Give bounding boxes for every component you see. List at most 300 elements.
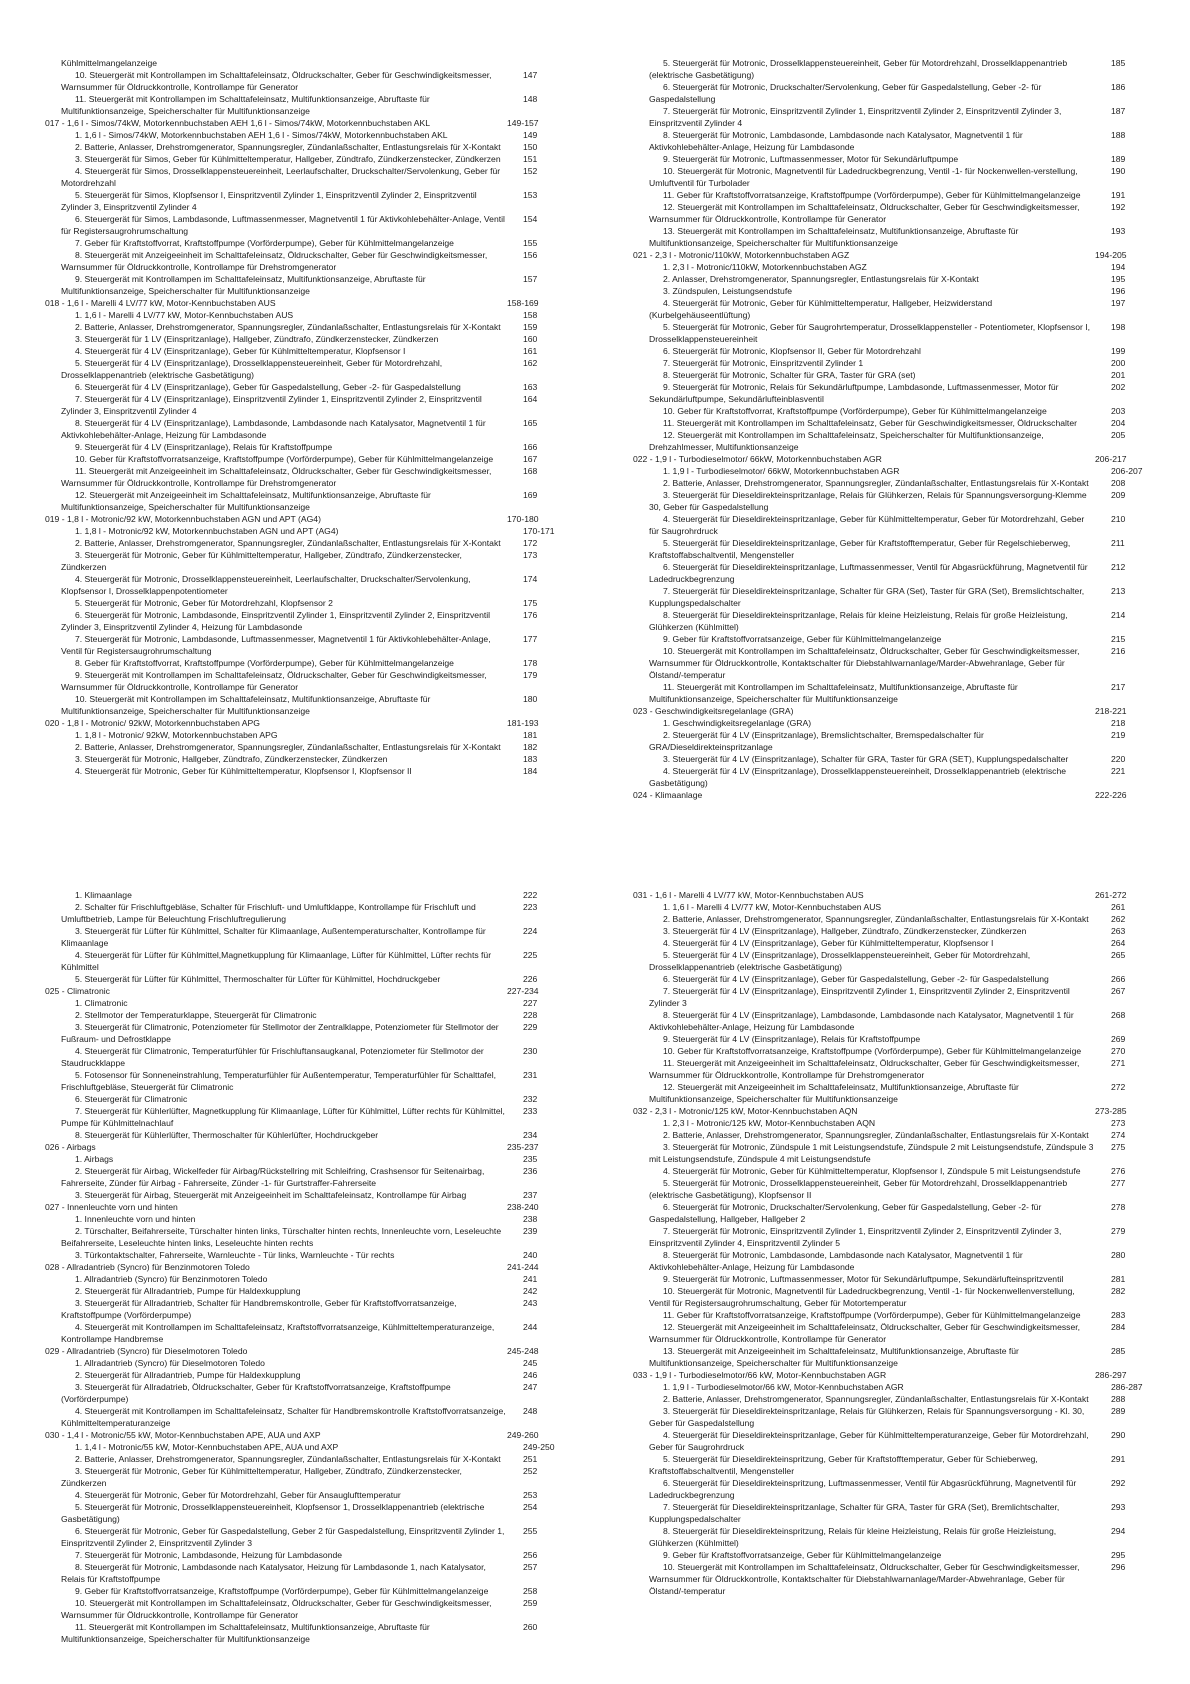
index-entry	[45, 153, 585, 165]
index-entry	[45, 465, 585, 489]
entry-text: 4. Steuergerät für 4 LV (Einspritzanlage), Geber für Kühlmitteltemperatur, Klopfsensor I	[663, 938, 994, 948]
entry-text: 11. Steuergerät mit Kontrollampen im Schalttafeleinsatz, Multifunktionsanzeige, Abruftaste für Multifunktionsanzeige, Speicherschalter für Multifunktionsanzeige	[649, 682, 1018, 704]
entry-text: 1. 1,9 l - Turbodieselmotor/ 66kW, Motorkennbuchstaben AGR	[663, 466, 900, 476]
entry-page-number: 177	[523, 634, 538, 644]
index-entry	[45, 597, 585, 609]
entry-page-number: 170-171	[523, 526, 555, 536]
index-entry	[633, 645, 1173, 681]
entry-page-number: 164	[523, 394, 538, 404]
entry-page-number: 257	[523, 1562, 538, 1572]
index-entry	[45, 489, 585, 513]
index-entry	[45, 129, 585, 141]
entry-page-number: 192	[1111, 202, 1126, 212]
entry-page-number: 183	[523, 754, 538, 764]
entry-text: 10. Geber für Kraftstoffvorratsanzeige, Kraftstoffpumpe (Vorförderpumpe), Geber für Kühlmittelmangelanzeige	[75, 454, 494, 464]
entry-text: 4. Steuergerät für Motronic, Geber für Kühlmitteltemperatur, Klopfsensor I, Zündspule 5 mit Leistungsendstufe	[663, 1166, 1081, 1176]
entry-page-number: 156	[523, 250, 538, 260]
index-page-1	[45, 57, 1173, 801]
entry-page-number: 222	[523, 890, 538, 900]
entry-text: 9. Steuergerät für Motronic, Luftmassenmesser, Motor für Sekundärluftpumpe	[663, 154, 959, 164]
entry-page-number: 269	[1111, 1034, 1126, 1044]
entry-text: 6. Steuergerät für Motronic, Druckschalter/Servolenkung, Geber für Gaspedalstellung, Geber -2- für Gaspedalstellung	[649, 82, 1042, 104]
entry-page-number: 291	[1111, 1454, 1126, 1464]
entry-page-number: 148	[523, 94, 538, 104]
entry-page-number: 248	[523, 1406, 538, 1416]
entry-text: 6. Steuergerät für 4 LV (Einspritzanlage), Geber für Gaspedalstellung, Geber -2- für Gaspedalstellung	[75, 382, 461, 392]
entry-page-number: 204	[1111, 418, 1126, 428]
entry-text: 4. Steuergerät für Simos, Drosselklappensteuereinheit, Leerlaufschalter, Druckschalter/Servolenkung, Geber für Motordrehzahl	[61, 166, 501, 188]
index-entry	[633, 1321, 1173, 1345]
entry-page-number: 174	[523, 574, 538, 584]
entry-page-number: 202	[1111, 382, 1126, 392]
entry-text: 2. Türschalter, Beifahrerseite, Türschalter hinten links, Türschalter hinten rechts, Innenleuchte vorn, Leseleuchte Beifahrerseite, Leseleuchte hinten links, Leseleuchte hinten rechts	[61, 1226, 502, 1248]
index-entry	[45, 549, 585, 573]
entry-text: 1. 1,8 l - Motronic/ 92kW, Motorkennbuchstaben APG	[75, 730, 278, 740]
entry-page-number: 241	[523, 1274, 538, 1284]
entry-page-number: 157	[523, 274, 538, 284]
entry-text: 4. Steuergerät für Climatronic, Temperaturfühler für Frischluftansaugkanal, Potenziometer für Stellmotor der Staudruckklappe	[61, 1046, 484, 1068]
entry-page-number: 158	[523, 310, 538, 320]
index-entry	[45, 1165, 585, 1189]
entry-page-number: 263	[1111, 926, 1126, 936]
entry-text: 13. Steuergerät mit Anzeigeeinheit im Schalttafeleinsatz, Multifunktionsanzeige, Abruftaste für Multifunktionsanzeige, Speicherschalter für Multifunktionsanzeige	[649, 1346, 1019, 1368]
index-entry	[633, 1045, 1173, 1057]
entry-text: 1. 1,6 l - Marelli 4 LV/77 kW, Motor-Kennbuchstaben AUS	[663, 902, 882, 912]
entry-page-number: 218-221	[1095, 706, 1127, 716]
index-entry	[45, 345, 585, 357]
index-entry	[633, 729, 1173, 753]
entry-text: 5. Fotosensor für Sonneneinstrahlung, Temperaturfühler für Außentemperatur, Temperaturfühler für Schalttafel, Frischluftgebläse, Steuergerät für Climatronic	[61, 1070, 497, 1092]
entry-text: Kühlmittelmangelanzeige	[61, 58, 158, 68]
entry-page-number: 279	[1111, 1226, 1126, 1236]
entry-text: 2. Batterie, Anlasser, Drehstromgenerator, Spannungsregler, Zündanlaßschalter, Entlastungsrelais für X-Kontakt	[75, 1454, 501, 1464]
entry-text: 017 - 1,6 l - Simos/74kW, Motorkennbuchstaben AEH 1,6 l - Simos/74kW, Motorkennbuchstaben AKL	[45, 118, 431, 128]
index-entry	[45, 1489, 585, 1501]
entry-text: 8. Steuergerät für Motronic, Schalter für GRA, Taster für GRA (set)	[663, 370, 916, 380]
section-header-entry	[633, 705, 1173, 717]
index-entry	[633, 717, 1173, 729]
entry-text: 9. Steuergerät für Motronic, Luftmassenmesser, Motor für Sekundärluftpumpe, Sekundärlufteinspritzventil	[663, 1274, 1064, 1284]
entry-text: 5. Steuergerät für Motronic, Drosselklappensteuereinheit, Geber für Motordrehzahl, Drosselklappenantrieb (elektrische Gasbetätigung)	[649, 58, 1068, 80]
entry-page-number: 206-207	[1111, 466, 1143, 476]
index-entry	[633, 1225, 1173, 1249]
index-entry	[633, 633, 1173, 645]
entry-text: 2. Batterie, Anlasser, Drehstromgenerator, Spannungsregler, Zündanlaßschalter, Entlastungsrelais für X-Kontakt	[75, 142, 501, 152]
index-entry	[45, 1453, 585, 1465]
index-column	[633, 57, 1173, 801]
entry-text: 10. Steuergerät mit Kontrollampen im Schalttafeleinsatz, Öldruckschalter, Geber für Geschwindigkeitsmesser, Warnsummer für Öldruckkontrolle, Kontaktschalter für Diebstahlwarnanlage/Marder-Abwehranlage, Geber für Ölstand/-temperatur	[649, 1562, 1080, 1596]
entry-page-number: 272	[1111, 1082, 1126, 1092]
entry-page-number: 244	[523, 1322, 538, 1332]
index-page-2	[45, 889, 1173, 1645]
entry-text: 021 - 2,3 l - Motronic/110kW, Motorkennbuchstaben AGZ	[633, 250, 850, 260]
entry-page-number: 276	[1111, 1166, 1126, 1176]
entry-page-number: 283	[1111, 1310, 1126, 1320]
entry-text: 4. Steuergerät für Motronic, Geber für Kühlmitteltemperatur, Klopfsensor I, Klopfsensor II	[75, 766, 412, 776]
entry-text: 2. Batterie, Anlasser, Drehstromgenerator, Spannungsregler, Zündanlaßschalter, Entlastungsrelais für X-Kontakt	[663, 1130, 1089, 1140]
entry-page-number: 271	[1111, 1058, 1126, 1068]
index-entry	[45, 901, 585, 925]
entry-page-number: 252	[523, 1466, 538, 1476]
entry-text: 7. Steuergerät für Motronic, Einspritzventil Zylinder 1	[663, 358, 864, 368]
index-entry	[45, 453, 585, 465]
entry-page-number: 196	[1111, 286, 1126, 296]
index-entry	[633, 1477, 1173, 1501]
entry-text: 8. Steuergerät für Kühlerlüfter, Thermoschalter für Kühlerlüfter, Hochdruckgeber	[75, 1130, 379, 1140]
entry-page-number: 215	[1111, 634, 1126, 644]
entry-page-number: 176	[523, 610, 538, 620]
section-header-entry	[633, 249, 1173, 261]
index-entry	[633, 913, 1173, 925]
entry-page-number: 181	[523, 730, 538, 740]
entry-page-number: 184	[523, 766, 538, 776]
entry-text: 4. Steuergerät für Lüfter für Kühlmittel,Magnetkupplung für Klimaanlage, Lüfter für Kühlmittel, Lüfter rechts für Kühlmittel	[61, 950, 492, 972]
index-entry	[45, 693, 585, 717]
entry-page-number: 251	[523, 1454, 538, 1464]
entry-page-number: 206-217	[1095, 454, 1127, 464]
index-entry	[633, 1165, 1173, 1177]
entry-text: 3. Steuergerät für Lüfter für Kühlmittel, Schalter für Klimaanlage, Außentemperaturschalter, Kontrollampe für Klimaanlage	[61, 926, 486, 948]
entry-text: 030 - 1,4 l - Motronic/55 kW, Motor-Kennbuchstaben APE, AUA und AXP	[45, 1430, 321, 1440]
entry-page-number: 255	[523, 1526, 538, 1536]
entry-text: 1. 1,9 l - Turbodieselmotor/66 kW, Motor-Kennbuchstaben AGR	[663, 1382, 904, 1392]
index-entry	[45, 1525, 585, 1549]
entry-page-number: 289	[1111, 1406, 1126, 1416]
entry-page-number: 185	[1111, 58, 1126, 68]
entry-text: 8. Steuergerät für Motronic, Lambdasonde nach Katalysator, Heizung für Lambdasonde 1, nach Katalysator, Relais für Kraftstoffpumpe	[61, 1562, 486, 1584]
entry-text: 5. Steuergerät für Lüfter für Kühlmittel, Thermoschalter für Lüfter für Kühlmittel, Hochdruckgeber	[75, 974, 441, 984]
entry-page-number: 227-234	[507, 986, 539, 996]
entry-page-number: 180	[523, 694, 538, 704]
index-entry	[45, 1069, 585, 1093]
index-entry	[45, 309, 585, 321]
index-entry	[45, 669, 585, 693]
entry-text: 4. Steuergerät für 4 LV (Einspritzanlage), Geber für Kühlmitteltemperatur, Klopfsensor I	[75, 346, 406, 356]
entry-text: 2. Steuergerät für Allradantrieb, Pumpe für Haldexkupplung	[75, 1370, 301, 1380]
entry-page-number: 293	[1111, 1502, 1126, 1512]
index-entry	[45, 1285, 585, 1297]
entry-page-number: 200	[1111, 358, 1126, 368]
entry-page-number: 189	[1111, 154, 1126, 164]
index-entry	[45, 1321, 585, 1345]
index-entry	[633, 1501, 1173, 1525]
entry-page-number: 203	[1111, 406, 1126, 416]
entry-text: 025 - Climatronic	[45, 986, 110, 996]
index-column	[45, 889, 585, 1645]
entry-text: 3. Steuergerät für Dieseldirekteinspritzanlage, Relais für Glühkerzen, Relais für Spannungsversorgung - Kl. 30, Geber für Gaspedalstellung	[649, 1406, 1085, 1428]
index-column	[633, 889, 1173, 1645]
entry-page-number: 235	[523, 1154, 538, 1164]
entry-text: 11. Geber für Kraftstoffvorratsanzeige, Kraftstoffpumpe (Vorförderpumpe), Geber für Kühlmittelmangelanzeige	[663, 190, 1081, 200]
entry-page-number: 273	[1111, 1118, 1126, 1128]
section-header-entry	[45, 1345, 585, 1357]
entry-page-number: 241-244	[507, 1262, 539, 1272]
entry-page-number: 182	[523, 742, 538, 752]
entry-page-number: 253	[523, 1490, 538, 1500]
index-entry	[633, 1273, 1173, 1285]
entry-text: 3. Türkontaktschalter, Fahrerseite, Warnleuchte - Tür links, Warnleuchte - Tür rechts	[75, 1250, 395, 1260]
index-entry	[633, 753, 1173, 765]
entry-page-number: 296	[1111, 1562, 1126, 1572]
index-entry	[45, 889, 585, 901]
index-entry	[633, 1561, 1173, 1597]
entry-page-number: 208	[1111, 478, 1126, 488]
entry-text: 020 - 1,8 l - Motronic/ 92kW, Motorkennbuchstaben APG	[45, 718, 260, 728]
index-entry	[633, 609, 1173, 633]
entry-page-number: 149	[523, 130, 538, 140]
index-entry	[633, 345, 1173, 357]
entry-page-number: 169	[523, 490, 538, 500]
entry-page-number: 232	[523, 1094, 538, 1104]
section-header-entry	[45, 717, 585, 729]
entry-text: 019 - 1,8 l - Motronic/92 kW, Motorkennbuchstaben AGN und APT (AG4)	[45, 514, 321, 524]
index-entry	[45, 1561, 585, 1585]
entry-text: 9. Steuergerät für 4 LV (Einspritzanlage), Relais für Kraftstoffpumpe	[663, 1034, 921, 1044]
entry-page-number: 290	[1111, 1430, 1126, 1440]
entry-page-number: 270	[1111, 1046, 1126, 1056]
entry-text: 6. Steuergerät für Motronic, Lambdasonde, Einspritzventil Zylinder 1, Einspritzventil Zylinder 2, Einspritzventil Zylinder 3, Einspritzventil Zylinder 4, Heizung für Lambdasonde	[61, 610, 491, 632]
index-entry	[45, 1093, 585, 1105]
entry-page-number: 285	[1111, 1346, 1126, 1356]
entry-page-number: 265	[1111, 950, 1126, 960]
continuation-line	[45, 57, 585, 69]
entry-text: 10. Steuergerät für Motronic, Magnetventil für Ladedruckbegrenzung, Ventil -1- für Nockenwellen-verstellung, Umluftventil für Turbolader	[649, 166, 1078, 188]
index-entry	[633, 1381, 1173, 1393]
section-header-entry	[633, 789, 1173, 801]
entry-page-number: 181-193	[507, 718, 539, 728]
entry-page-number: 175	[523, 598, 538, 608]
index-entry	[45, 753, 585, 765]
index-entry	[633, 1009, 1173, 1033]
index-entry	[45, 321, 585, 333]
index-entry	[633, 81, 1173, 105]
entry-page-number: 222-226	[1095, 790, 1127, 800]
entry-page-number: 267	[1111, 986, 1126, 996]
entry-text: 9. Geber für Kraftstoffvorratsanzeige, Geber für Kühlmittelmangelanzeige	[663, 1550, 942, 1560]
entry-text: 2. Steuergerät für Airbag, Wickelfeder für Airbag/Rückstellring mit Schleifring, Crashsensor für Seitenairbag, Fahrerseite, Zünder für Airbag - Fahrerseite, Zünder -1- für Gurtstraffer-Fahrerseite	[61, 1166, 485, 1188]
section-header-entry	[45, 1141, 585, 1153]
entry-text: 2. Batterie, Anlasser, Drehstromgenerator, Spannungsregler, Zündanlaßschalter, Entlastungsrelais für X-Kontakt	[75, 538, 501, 548]
entry-text: 7. Steuergerät für Motronic, Einspritzventil Zylinder 1, Einspritzventil Zylinder 2, Einspritzventil Zylinder 3, Einspritzventil Zylinder 4, Einspritzventil Zylinder 5	[649, 1226, 1062, 1248]
entry-text: 9. Steuergerät mit Kontrollampen im Schalttafeleinsatz, Öldruckschalter, Geber für Geschwindigkeitsmesser, Warnsummer für Öldruckkontrolle, Kontrollampe für Generator	[61, 670, 487, 692]
entry-text: 024 - Klimaanlage	[633, 790, 703, 800]
entry-page-number: 155	[523, 238, 538, 248]
entry-page-number: 273-285	[1095, 1106, 1127, 1116]
index-entry	[633, 561, 1173, 585]
section-header-entry	[45, 1429, 585, 1441]
index-entry	[45, 93, 585, 117]
entry-page-number: 212	[1111, 562, 1126, 572]
entry-page-number: 275	[1111, 1142, 1126, 1152]
entry-text: 10. Steuergerät mit Kontrollampen im Schalttafeleinsatz, Öldruckschalter, Geber für Geschwindigkeitsmesser, Warnsummer für Öldruckkontrolle, Kontaktschalter für Diebstahlwarnanlage/Marder-Abwehranlage, Geber für Ölstand/-temperatur	[649, 646, 1080, 680]
entry-page-number: 286-287	[1111, 1382, 1143, 1392]
entry-text: 11. Steuergerät mit Anzeigeeinheit im Schalttafeleinsatz, Öldruckschalter, Geber für Geschwindigkeitsmesser, Warnsummer für Öldruckkontrolle, Kontrollampe für Drehstromgenerator	[649, 1058, 1080, 1080]
index-entry	[45, 765, 585, 777]
entry-text: 8. Steuergerät für 4 LV (Einspritzanlage), Lambdasonde, Lambdasonde nach Katalysator, Magnetventil 1 für Aktivkohlebehälter-Anlage, Heizung für Lambdasonde	[649, 1010, 1074, 1032]
entry-page-number: 235-237	[507, 1142, 539, 1152]
index-entry	[45, 1105, 585, 1129]
entry-text: 7. Steuergerät für Motronic, Lambdasonde, Luftmassenmesser, Magnetventil 1 für Aktivkohlebehälter-Anlage, Ventil für Registersaugrohrumschaltung	[61, 634, 491, 656]
entry-text: 8. Steuergerät für 4 LV (Einspritzanlage), Lambdasonde, Lambdasonde nach Katalysator, Magnetventil 1 für Aktivkohlebehälter-Anlage, Heizung für Lambdasonde	[61, 418, 486, 440]
section-header-entry	[633, 1105, 1173, 1117]
entry-page-number: 179	[523, 670, 538, 680]
index-entry	[633, 297, 1173, 321]
index-entry	[633, 201, 1173, 225]
entry-page-number: 213	[1111, 586, 1126, 596]
entry-page-number: 243	[523, 1298, 538, 1308]
entry-page-number: 195	[1111, 274, 1126, 284]
index-entry	[45, 1045, 585, 1069]
entry-text: 4. Steuergerät für 4 LV (Einspritzanlage), Drosselklappensteuereinheit, Drosselklappenantrieb (elektrische Gasbetätigung)	[649, 766, 1067, 788]
entry-page-number: 268	[1111, 1010, 1126, 1020]
index-entry	[45, 69, 585, 93]
entry-text: 10. Geber für Kraftstoffvorrat, Kraftstoffpumpe (Vorförderpumpe), Geber für Kühlmittelmangelanzeige	[663, 406, 1047, 416]
entry-page-number: 210	[1111, 514, 1126, 524]
index-entry	[45, 525, 585, 537]
entry-text: 8. Steuergerät für Dieseldirekteinspritzung, Relais für kleine Heizleistung, Relais für große Heizleistung, Glühkerzen (Kühlmittel)	[649, 1526, 1057, 1548]
entry-text: 5. Steuergerät für Motronic, Drosselklappensteuereinheit, Geber für Motordrehzahl, Drosselklappenantrieb (elektrische Gasbetätigung), Klopfsensor II	[649, 1178, 1068, 1200]
index-entry	[45, 729, 585, 741]
index-entry	[633, 261, 1173, 273]
index-entry	[45, 1405, 585, 1429]
entry-text: 12. Steuergerät mit Kontrollampen im Schalttafeleinsatz, Speicherschalter für Multifunktionsanzeige, Drehzahlmesser, Multifunktionsanzeige	[649, 430, 1044, 452]
entry-text: 029 - Allradantrieb (Syncro) für Dieselmotoren Toledo	[45, 1346, 248, 1356]
index-entry	[45, 1213, 585, 1225]
section-header-entry	[45, 985, 585, 997]
entry-text: 13. Steuergerät mit Kontrollampen im Schalttafeleinsatz, Multifunktionsanzeige, Abruftaste für Multifunktionsanzeige, Speicherschalter für Multifunktionsanzeige	[649, 226, 1019, 248]
entry-page-number: 211	[1111, 538, 1125, 548]
index-entry	[45, 925, 585, 949]
entry-page-number: 220	[1111, 754, 1126, 764]
index-entry	[45, 1465, 585, 1489]
entry-text: 3. Steuergerät für Airbag, Steuergerät mit Anzeigeeinheit im Schalttafeleinsatz, Kontrollampe für Airbag	[75, 1190, 467, 1200]
entry-page-number: 260	[523, 1622, 538, 1632]
index-entry	[45, 273, 585, 297]
index-entry	[45, 1549, 585, 1561]
entry-page-number: 277	[1111, 1178, 1126, 1188]
entry-text: 7. Steuergerät für 4 LV (Einspritzanlage), Einspritzventil Zylinder 1, Einspritzventil Zylinder 2, Einspritzventil Zylinder 3, Einspritzventil Zylinder 4	[61, 394, 482, 416]
index-entry	[45, 141, 585, 153]
index-entry	[45, 1153, 585, 1165]
entry-text: 1. Airbags	[75, 1154, 114, 1164]
index-entry	[633, 225, 1173, 249]
index-entry	[633, 369, 1173, 381]
entry-text: 8. Steuergerät für Motronic, Lambdasonde, Lambdasonde nach Katalysator, Magnetventil 1 für Aktivkohlebehälter-Anlage, Heizung für Lambdasonde	[649, 1250, 1023, 1272]
index-entry	[45, 1273, 585, 1285]
entry-page-number: 149-157	[507, 118, 539, 128]
section-header-entry	[633, 1369, 1173, 1381]
index-entry	[633, 57, 1173, 81]
entry-page-number: 264	[1111, 938, 1126, 948]
entry-page-number: 225	[523, 950, 538, 960]
entry-text: 3. Steuergerät für Dieseldirekteinspritzanlage, Relais für Glühkerzen, Relais für Spannungsversorgung-Klemme 30, Geber für Gaspedalstellung	[649, 490, 1087, 512]
index-entry	[633, 165, 1173, 189]
entry-page-number: 158-169	[507, 298, 539, 308]
entry-page-number: 173	[523, 550, 538, 560]
entry-text: 11. Steuergerät mit Kontrollampen im Schalttafeleinsatz, Multifunktionsanzeige, Abruftaste für Multifunktionsanzeige, Speicherschalter für Multifunktionsanzeige	[61, 94, 430, 116]
index-entry	[45, 213, 585, 237]
entry-text: 2. Stellmotor der Temperaturklappe, Steuergerät für Climatronic	[75, 1010, 317, 1020]
entry-text: 5. Steuergerät für Simos, Klopfsensor I, Einspritzventil Zylinder 1, Einspritzventil Zylinder 2, Einspritzventil Zylinder 3, Einspritzventil Zylinder 4	[61, 190, 477, 212]
entry-text: 018 - 1,6 l - Marelli 4 LV/77 kW, Motor-Kennbuchstaben AUS	[45, 298, 276, 308]
entry-page-number: 229	[523, 1022, 538, 1032]
index-entry	[633, 1405, 1173, 1429]
entry-text: 4. Steuergerät mit Kontrollampen im Schalttafeleinsatz, Schalter für Handbremskontrolle Kraftstoffvorratsanzeige, Kühlmitteltemperaturanzeige	[61, 1406, 506, 1428]
index-entry	[633, 1057, 1173, 1081]
index-entry	[633, 1549, 1173, 1561]
entry-text: 022 - 1,9 l - Turbodieselmotor/ 66kW, Motorkennbuchstaben AGR	[633, 454, 882, 464]
entry-text: 2. Batterie, Anlasser, Drehstromgenerator, Spannungsregler, Zündanlaßschalter, Entlastungsrelais für X-Kontakt	[663, 478, 1089, 488]
entry-page-number: 152	[523, 166, 538, 176]
entry-page-number: 147	[523, 70, 538, 80]
entry-page-number: 154	[523, 214, 538, 224]
entry-page-number: 227	[523, 998, 538, 1008]
entry-page-number: 281	[1111, 1274, 1126, 1284]
index-entry	[633, 285, 1173, 297]
index-entry	[45, 537, 585, 549]
index-entry	[633, 1129, 1173, 1141]
entry-text: 2. Batterie, Anlasser, Drehstromgenerator, Spannungsregler, Zündanlaßschalter, Entlastungsrelais für X-Kontakt	[663, 1394, 1089, 1404]
entry-page-number: 295	[1111, 1550, 1126, 1560]
index-entry	[633, 357, 1173, 369]
entry-page-number: 284	[1111, 1322, 1126, 1332]
entry-page-number: 237	[523, 1190, 538, 1200]
entry-page-number: 223	[523, 902, 538, 912]
entry-text: 6. Steuergerät für Dieseldirekteinspritzung, Luftmassenmesser, Ventil für Abgasrückführung, Magnetventil für Ladedruckbegrenzung	[649, 1478, 1077, 1500]
entry-text: 5. Steuergerät für Dieseldirekteinspritzung, Geber für Kraftstofftemperatur, Geber für Schieberweg, Kraftstoffabschaltventil, Mengensteller	[649, 1454, 1038, 1476]
index-entry	[633, 321, 1173, 345]
index-entry	[633, 1525, 1173, 1549]
index-entry	[45, 1501, 585, 1525]
index-entry	[45, 441, 585, 453]
entry-text: 10. Steuergerät mit Kontrollampen im Schalttafeleinsatz, Öldruckschalter, Geber für Geschwindigkeitsmesser, Warnsummer für Öldruckkontrolle, Kontrollampe für Generator	[61, 70, 492, 92]
index-entry	[45, 997, 585, 1009]
entry-text: 8. Steuergerät für Dieseldirekteinspritzanlage, Relais für kleine Heizleistung, Relais für große Heizleistung, Glühkerzen (Kühlmittel)	[649, 610, 1068, 632]
entry-text: 3. Steuergerät für Motronic, Hallgeber, Zündtrafo, Zündkerzenstecker, Zündkerzen	[75, 754, 388, 764]
entry-page-number: 165	[523, 418, 538, 428]
entry-text: 1. 2,3 l - Motronic/125 kW, Motor-Kennbuchstaben AQN	[663, 1118, 876, 1128]
index-entry	[45, 189, 585, 213]
entry-page-number: 240	[523, 1250, 538, 1260]
index-entry	[45, 333, 585, 345]
index-entry	[633, 273, 1173, 285]
index-entry	[633, 105, 1173, 129]
index-entry	[45, 165, 585, 189]
entry-text: 2. Batterie, Anlasser, Drehstromgenerator, Spannungsregler, Zündanlaßschalter, Entlastungsrelais für X-Kontakt	[75, 322, 501, 332]
entry-page-number: 217	[1111, 682, 1126, 692]
entry-page-number: 166	[523, 442, 538, 452]
entry-page-number: 167	[523, 454, 538, 464]
entry-text: 1. Climatronic	[75, 998, 128, 1008]
entry-page-number: 288	[1111, 1394, 1126, 1404]
entry-text: 11. Steuergerät mit Anzeigeeinheit im Schalttafeleinsatz, Öldruckschalter, Geber für Geschwindigkeitsmesser, Warnsummer für Öldruckkontrolle, Kontrollampe für Drehstromgenerator	[61, 466, 492, 488]
index-entry	[45, 973, 585, 985]
index-entry	[45, 1297, 585, 1321]
entry-page-number: 282	[1111, 1286, 1126, 1296]
entry-text: 031 - 1,6 l - Marelli 4 LV/77 kW, Motor-Kennbuchstaben AUS	[633, 890, 864, 900]
section-header-entry	[633, 889, 1173, 901]
index-entry	[633, 681, 1173, 705]
entry-page-number: 238	[523, 1214, 538, 1224]
section-header-entry	[45, 297, 585, 309]
entry-page-number: 245-248	[507, 1346, 539, 1356]
index-entry	[633, 405, 1173, 417]
entry-page-number: 170-180	[507, 514, 539, 524]
entry-page-number: 188	[1111, 130, 1126, 140]
index-entry	[633, 1309, 1173, 1321]
entry-page-number: 209	[1111, 490, 1126, 500]
entry-text: 6. Steuergerät für Simos, Lambdasonde, Luftmassenmesser, Magnetventil 1 für Aktivkohlebehälter-Anlage, Ventil für Registersaugrohrumschaltung	[61, 214, 505, 236]
